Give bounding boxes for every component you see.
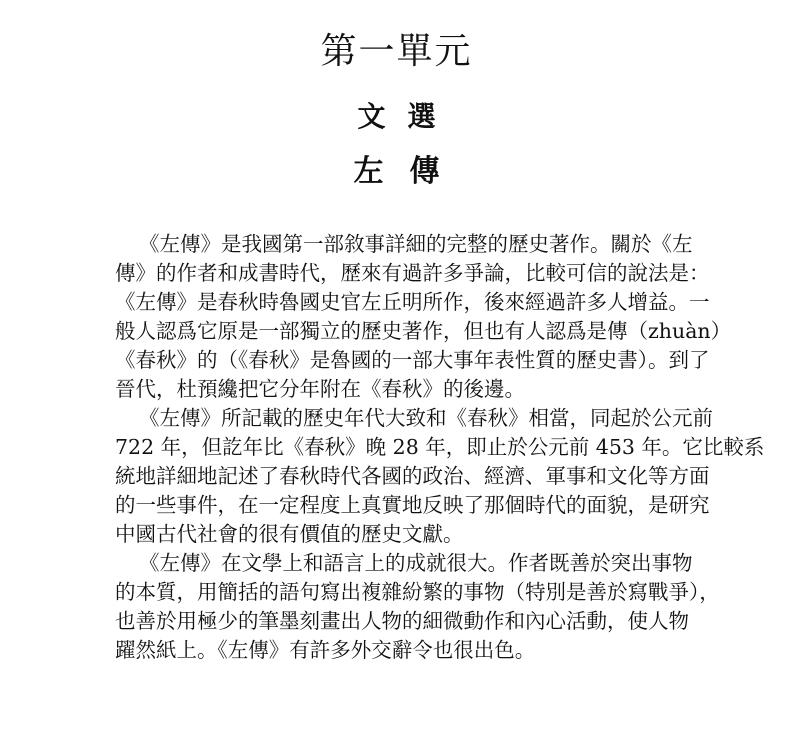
text-line: 也善於用極少的筆墨刻畫出人物的細微動作和內心活動，使人物 xyxy=(115,609,689,633)
body-text xyxy=(115,230,765,665)
text-line: 中國古代社會的很有價值的歷史文獻。 xyxy=(115,522,464,546)
text-line: 的本質，用簡括的語句寫出複雜紛繁的事物（特別是善於寫戰爭）， xyxy=(115,580,720,604)
text-line: 的一些事件，在一定程度上真實地反映了那個時代的面貌，是研究 xyxy=(115,493,710,517)
work-title: 左傳 xyxy=(353,154,466,189)
text-line: 《左傳》所記載的歷史年代大致和《春秋》相當，同起於公元前 xyxy=(139,406,713,430)
section-title: 文選 xyxy=(357,100,458,133)
text-line: 《左傳》是我國第一部敘事詳細的完整的歷史著作。關於《左 xyxy=(139,232,693,256)
text-line: 《左傳》是春秋時魯國史官左丘明所作，後來經過許多人增益。一 xyxy=(115,290,710,314)
text-line: 統地詳細地記述了春秋時代各國的政治、經濟、軍事和文化等方面 xyxy=(115,464,710,488)
unit-title: 第一單元 xyxy=(320,31,473,72)
text-line: 般人認爲它原是一部獨立的歷史著作，但也有人認爲是傳（zhuàn） xyxy=(115,319,732,343)
text-line: 躍然紙上。《左傳》有許多外交辭令也很出色。 xyxy=(115,638,536,662)
text-line: 晉代，杜預纔把它分年附在《春秋》的後邊。 xyxy=(115,377,525,401)
text-line: 722 年，但訖年比《春秋》晚 28 年，即止於公元前 453 年。它比較系 xyxy=(115,435,765,459)
text-line: 《左傳》在文學上和語言上的成就很大。作者既善於突出事物 xyxy=(139,551,693,575)
text-line: 《春秋》的（《春秋》是魯國的一部大事年表性質的歷史書）。到了 xyxy=(115,348,710,372)
text-line: 傳》的作者和成書時代，歷來有過許多爭論，比較可信的說法是： xyxy=(115,261,710,285)
